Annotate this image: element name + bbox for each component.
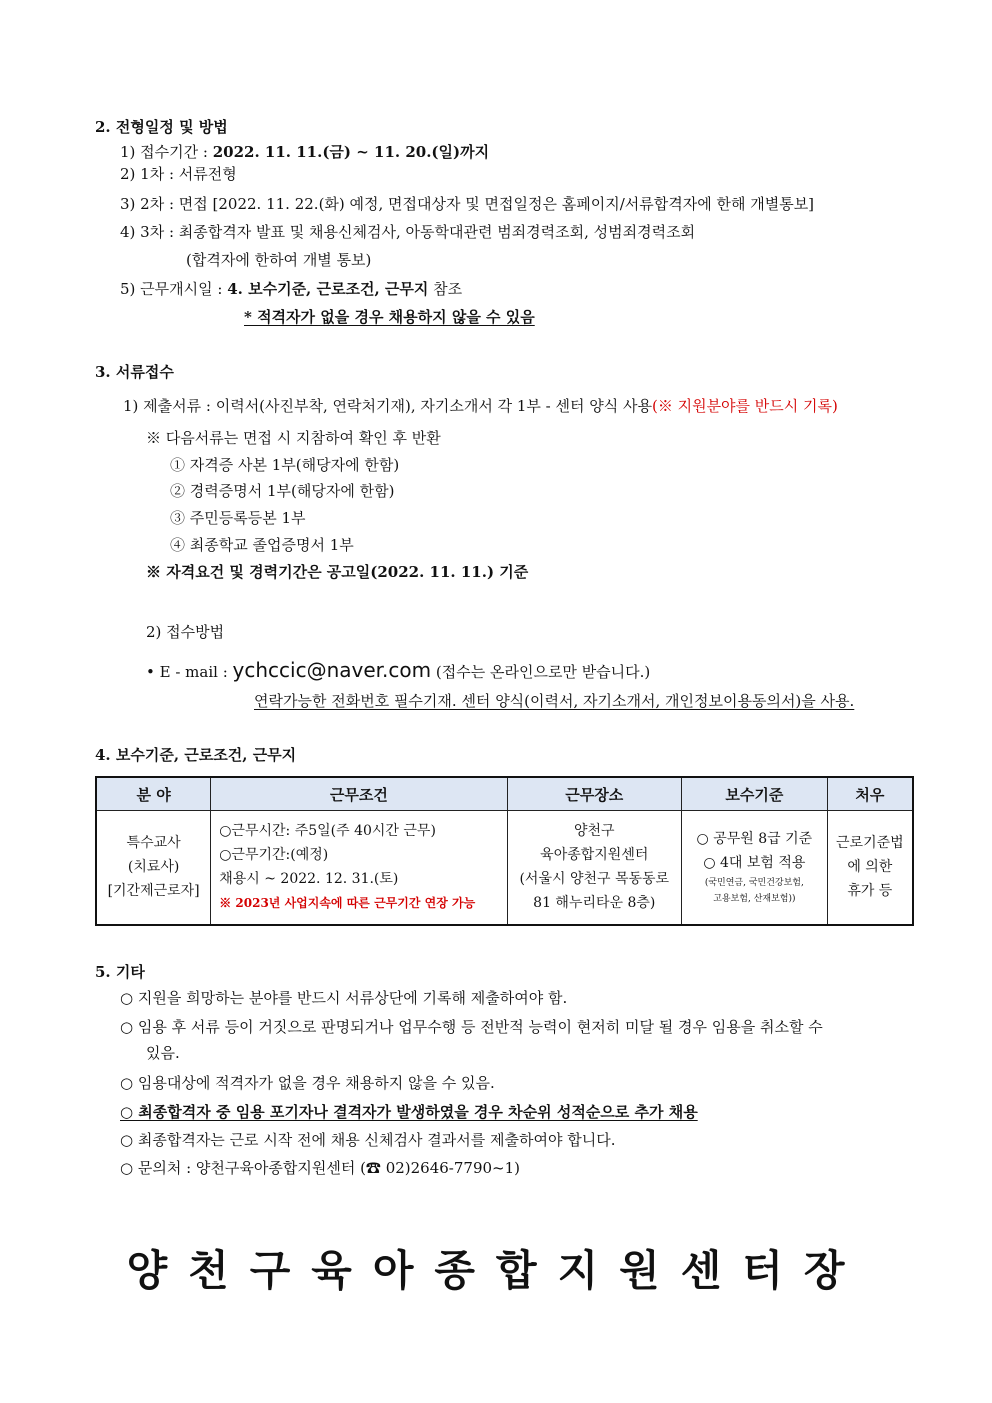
field-line: (치료사)	[127, 859, 180, 876]
condition-line: ○근무기간:(예정)	[219, 847, 329, 864]
header-benefit: 처우	[827, 777, 913, 811]
email-note: (접수는 온라인으로만 받습니다.)	[431, 663, 651, 681]
section5-item-cont: 있음.	[146, 1044, 180, 1062]
section2-item2: 2) 1차 : 서류전형	[120, 165, 237, 183]
cell-pay	[682, 811, 828, 925]
place-line: 육아종합지원센터	[540, 847, 649, 864]
condition-line: 채용시 ~ 2022. 12. 31.(토)	[219, 871, 399, 888]
pay-line: ○ 4대 보험 적용	[703, 855, 806, 872]
section3-item1-text: 1) 제출서류 : 이력서(사진부착, 연락처기재), 자기소개서 각 1부 - 센터 양식 사용	[123, 397, 652, 415]
section3-email-line	[146, 658, 650, 684]
cell-field	[96, 811, 211, 925]
field-line: 특수교사	[126, 835, 181, 852]
section4-title: 4. 보수기준, 근로조건, 근무지	[95, 746, 297, 764]
section3-doc-4: ④ 최종학교 졸업증명서 1부	[170, 536, 354, 554]
email-address[interactable]: ychccic@naver.com	[232, 658, 432, 682]
benefit-line: 에 의한	[847, 859, 893, 876]
section2-item1	[120, 142, 489, 162]
pay-small-line: (국민연금, 국민건강보험,	[704, 878, 804, 889]
section5-item: ○ 문의처 : 양천구육아종합지원센터 (☎ 02)2646-7790~1)	[120, 1159, 521, 1177]
section2-item1-label: 1) 접수기간 :	[120, 143, 213, 161]
section2-note: * 적격자가 없을 경우 채용하지 않을 수 있음	[244, 308, 535, 326]
section3-item1-red: (※ 지원분야를 반드시 기록)	[651, 397, 838, 415]
section2-item4-cont: (합격자에 한하여 개별 통보)	[186, 251, 372, 269]
place-line: 81 해누리타운 8층)	[533, 895, 656, 912]
section3-basis: ※ 자격요건 및 경력기간은 공고일(2022. 11. 11.) 기준	[146, 563, 529, 581]
section3-doc-3: ③ 주민등록등본 1부	[170, 509, 306, 527]
section5-item: ○ 지원을 희망하는 분야를 반드시 서류상단에 기록해 제출하여야 함.	[120, 989, 568, 1007]
field-line: [기간제근로자]	[107, 883, 200, 900]
section2-title: 2. 전형일정 및 방법	[95, 118, 228, 136]
section5-item: ○ 임용대상에 적격자가 없을 경우 채용하지 않을 수 있음.	[120, 1074, 495, 1092]
section3-doc-1: ① 자격증 사본 1부(해당자에 한함)	[170, 456, 400, 474]
header-pay: 보수기준	[682, 777, 828, 811]
section3-email-sub: 연락가능한 전화번호 필수기재. 센터 양식(이력서, 자기소개서, 개인정보이용동의서)을 사용.	[254, 692, 855, 710]
section2-item4: 4) 3차 : 최종합격자 발표 및 채용신체검사, 아동학대관련 범죄경력조회, 성범죄경력조회	[120, 223, 696, 241]
cell-place	[507, 811, 682, 925]
header-field: 분 야	[96, 777, 211, 811]
cell-conditions	[211, 811, 507, 925]
section2-item3: 3) 2차 : 면접 [2022. 11. 22.(화) 예정, 면접대상자 및 면접일정은 홈페이지/서류합격자에 한해 개별통보]	[120, 195, 815, 213]
section2-item1-value: 2022. 11. 11.(금) ~ 11. 20.(일)까지	[212, 143, 490, 161]
table-header-row	[96, 777, 913, 811]
pay-line: ○ 공무원 8급 기준	[696, 831, 813, 848]
benefit-line: 휴가 등	[847, 883, 893, 900]
condition-red-note: ※ 2023년 사업지속에 따른 근무기간 연장 가능	[219, 896, 476, 911]
section3-docs-note: ※ 다음서류는 면접 시 지참하여 확인 후 반환	[146, 429, 441, 447]
condition-line: ○근무시간: 주5일(주 40시간 근무)	[219, 823, 436, 840]
pay-small-line: 고용보험, 산재보험))	[713, 894, 796, 905]
section5-title: 5. 기타	[95, 963, 145, 981]
section2-item5-bold: 4. 보수기준, 근로조건, 근무지	[227, 280, 429, 298]
table-row	[96, 811, 913, 925]
section5-item: ○ 임용 후 서류 등이 거짓으로 판명되거나 업무수행 등 전반적 능력이 현저히 미달 될 경우 임용을 취소할 수	[120, 1018, 823, 1036]
conditions-table	[95, 776, 914, 926]
section5-item: ○ 최종합격자는 근로 시작 전에 채용 신체검사 결과서를 제출하여야 합니다.	[120, 1131, 616, 1149]
section2-item5-tail: 참조	[428, 280, 463, 298]
cell-benefit	[827, 811, 913, 925]
header-place: 근무장소	[507, 777, 682, 811]
section2-item5	[120, 279, 462, 299]
place-line: 양천구	[573, 823, 615, 840]
section3-doc-2: ② 경력증명서 1부(해당자에 한함)	[170, 482, 395, 500]
section3-title: 3. 서류접수	[95, 363, 174, 381]
issuer-signature: 양천구육아종합지원센터장	[126, 1246, 866, 1295]
header-conditions: 근무조건	[211, 777, 507, 811]
benefit-line: 근로기준법	[836, 835, 904, 852]
email-label: • E - mail :	[146, 663, 233, 681]
section2-item5-label: 5) 근무개시일 :	[120, 280, 228, 298]
place-line: (서울시 양천구 목동동로	[519, 871, 670, 888]
section3-item2: 2) 접수방법	[146, 623, 225, 641]
section5-item-bold: ○ 최종합격자 중 임용 포기자나 결격자가 발생하였을 경우 차순위 성적순으로 추가 채용	[120, 1103, 698, 1121]
section3-item1	[123, 396, 838, 416]
